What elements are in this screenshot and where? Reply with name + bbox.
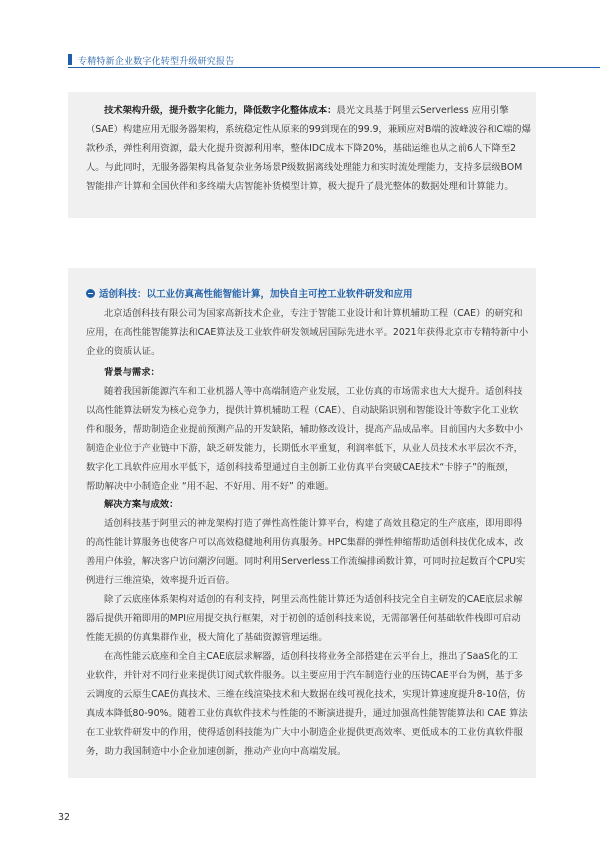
header-divider <box>68 67 600 68</box>
page-number: 32 <box>58 812 71 823</box>
chenguang-paragraph: 技术架构升级，提升数字化能力，降低数字化整体成本：晨光文具基于阿里云Serverless 应用引擎 （SAE）构建应用无服务器架构，系统稳定性从原来的99到现在的99.9，兼顾应对B端的波峰波谷和C端的爆 款秒杀，弹性利用资源，最大化提升资源利用率，整体IDC成本下降20%，基础运维也从之前6人下降至2 人。与此同时，无服务器架构具备复杂业务场景P级数据离线处理能力和实时流处理能力，支持多层级BOM 智能排产计算和全国伙伴和多终端大店智能补货模型计算，极大提升了晨光整体的数据处理和计算能力。 <box>86 105 531 192</box>
chenguang-lead: 技术架构升级，提升数字化能力，降低数字化整体成本： <box>104 105 337 116</box>
solution-paragraph-1: 适创科技基于阿里云的神龙架构打造了弹性高性能计算平台，构建了高效且稳定的生产底座，即用即得 的高性能计算服务也使客户可以高效稳健地利用仿真服务。HPC集群的弹性伸缩帮助适创科技优化成本，改 善用户体验，解决客户访问潮汐问题。同时利用Serverless工作流编排函数计算，可同时拉起数百个CPU实 例进行三维渲染，效率提升近百倍。 <box>86 518 526 586</box>
minus-circle-icon <box>86 289 95 298</box>
solution-paragraph-2: 除了云底座体系架构对适创的有利支持，阿里云高性能计算还为适创科技完全自主研发的CAE底层求解 器后提供开箱即用的MPI应用提交执行框架，对于初创的适创科技来说，无需部署任何基础软件栈即可启动 性能无损的仿真集群作业，极大简化了基础资源管理运维。 <box>86 594 523 643</box>
intro-paragraph: 北京适创科技有限公司为国家高新技术企业，专注于智能工业设计和计算机辅助工程（CAE）的研究和 应用，在高性能智能算法和CAE算法及工业软件研发领域居国际先进水平。2021年获得北京市专精特新中小 企业的资质认证。 <box>86 308 529 357</box>
background-paragraph: 随着我国新能源汽车和工业机器人等中高端制造产业发展，工业仿真的市场需求也大大提升。适创科技 以高性能算法研发为核心竞争力，提供计算机辅助工程（CAE）、自动缺陷识别和智能设计等数字化工业软 件和服务，帮助制造企业提前预测产品的开发缺陷，辅助修改设计，提高产品成品率。目前国内大多数中小 制造企业位于产业链中下游，缺乏研发能力，长期低水平重复，利润率低下，从业人员技术水平层次不齐， 数字化工具软件应用水平低下，适创科技希望通过自主创新工业仿真平台突破CAE技术“卡脖子”的瓶颈， 帮助解决中小制造企业 “用不起、不好用、用不好” 的难题。 <box>86 386 523 492</box>
subheading-background: 背景与需求： <box>104 367 160 378</box>
solution-paragraph-3: 在高性能云底座和全自主CAE底层求解器，适创科技将业务全部搭建在云平台上，推出了SaaS化的工 业软件，并针对不同行业来提供订阅式软件服务。以主要应用于汽车制造行业的压铸CAE平台为例，基于多 云调度的云原生CAE仿真技术、三维在线渲染技术和大数据在线可视化技术，实现计算速度提升8-10倍，仿 真成本降低80-90%。随着工业仿真软件技术与性能的不断演进提升，通过加强高性能智能算法和 CAE 算法 在工业软件研发中的作用，使得适创科技能为广大中小制造企业提供更高效率、更低成本的工业仿真软件服 务，助力我国制造中小企业加速创新，推动产业向中高端发展。 <box>86 651 528 757</box>
subheading-solution: 解决方案与成效： <box>104 499 179 510</box>
section-title: 适创科技：以工业仿真高性能智能计算，加快自主可控工业软件研发和应用 <box>86 286 413 300</box>
running-header: 专精特新企业数字化转型升级研究报告 <box>78 57 235 67</box>
header-accent-bar <box>68 54 72 65</box>
